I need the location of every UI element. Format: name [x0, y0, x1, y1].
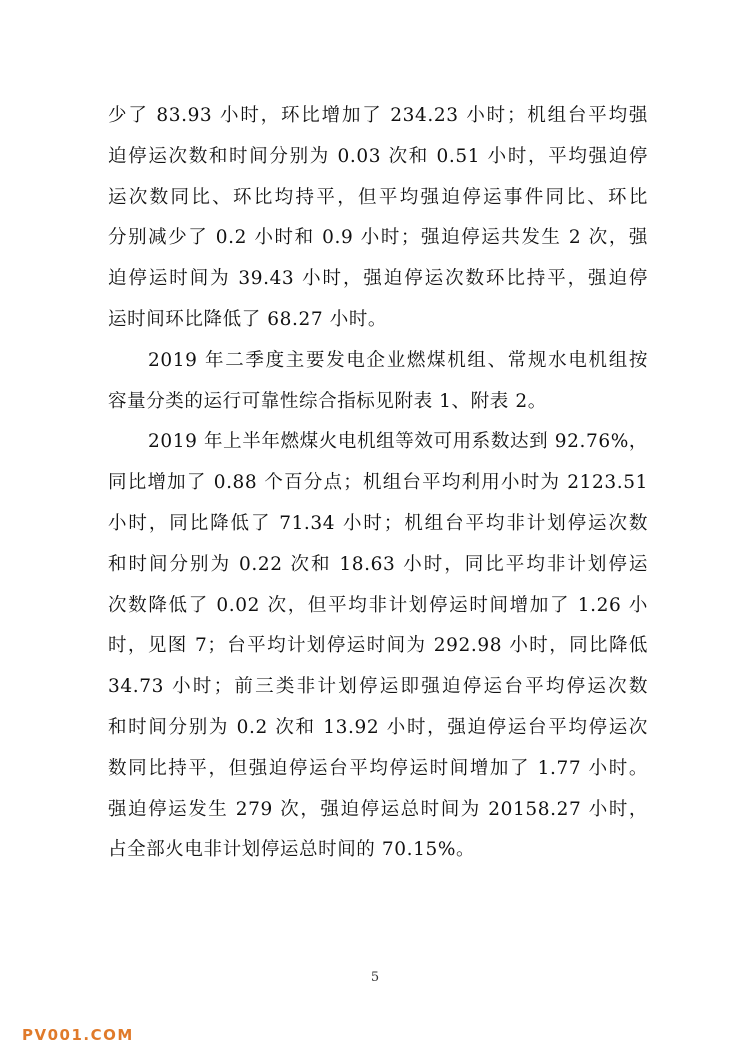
text-line: 占全部火电非计划停运总时间的 70.15%。 [108, 839, 476, 861]
text-line: 和时间分别为 0.22 次和 18.63 小时，同比平均非计划停运 [108, 553, 648, 575]
text-line: 迫停运时间为 39.43 小时，强迫停运次数环比持平，强迫停 [108, 268, 648, 290]
text-line: 小时，同比降低了 71.34 小时；机组台平均非计划停运次数 [108, 512, 648, 534]
text-line: 2019 年二季度主要发电企业燃煤机组、常规水电机组按 [148, 349, 648, 371]
text-line: 2019 年上半年燃煤火电机组等效可用系数达到 92.76%， [148, 431, 648, 453]
text-line: 容量分类的运行可靠性综合指标见附表 1、附表 2。 [108, 390, 547, 412]
page-number: 5 [370, 970, 380, 985]
text-line: 数同比持平，但强迫停运台平均停运时间增加了 1.77 小时。 [108, 757, 648, 779]
text-line: 运时间环比降低了 68.27 小时。 [108, 308, 388, 330]
text-line: 34.73 小时；前三类非计划停运即强迫停运台平均停运次数 [108, 676, 648, 698]
text-line: 强迫停运发生 279 次，强迫停运总时间为 20158.27 小时， [108, 798, 648, 820]
text-line: 次数降低了 0.02 次，但平均非计划停运时间增加了 1.26 小 [108, 594, 648, 616]
text-line: 时，见图 7；台平均计划停运时间为 292.98 小时，同比降低 [108, 635, 648, 657]
text-line: 同比增加了 0.88 个百分点；机组台平均利用小时为 2123.51 [108, 472, 648, 494]
watermark-logo: PV001.COM [22, 1026, 134, 1044]
text-line: 运次数同比、环比均持平，但平均强迫停运事件同比、环比 [108, 186, 648, 208]
text-line: 和时间分别为 0.2 次和 13.92 小时，强迫停运台平均停运次 [108, 716, 648, 738]
text-line: 分别减少了 0.2 小时和 0.9 小时；强迫停运共发生 2 次，强 [108, 227, 648, 249]
text-line: 迫停运次数和时间分别为 0.03 次和 0.51 小时，平均强迫停 [108, 145, 648, 167]
text-line: 少了 83.93 小时，环比增加了 234.23 小时；机组台平均强 [108, 105, 648, 126]
body-text [108, 96, 648, 871]
